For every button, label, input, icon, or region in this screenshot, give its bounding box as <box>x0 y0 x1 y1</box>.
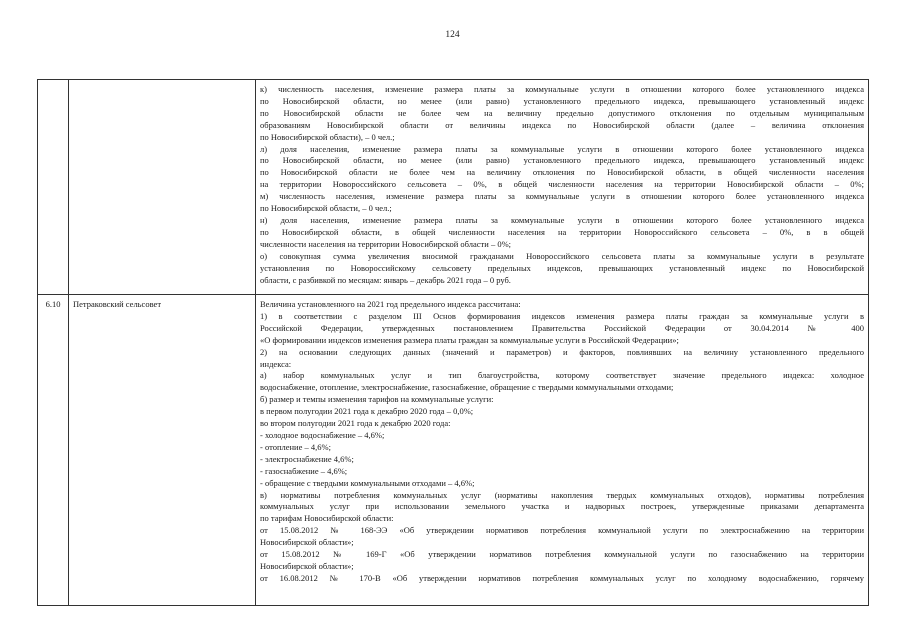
text-line: по Новосибирской области, в общей численности населения на территории Новороссийского сельсовета – 0%, в в общей <box>260 226 864 237</box>
text-line: по Новосибирской области не более чем на величину отклонения по Новосибирской области, в общей численности населения <box>260 167 864 178</box>
text-line: от 15.08.2012 № 169-Г «Об утверждении нормативов потребления коммунальной услуги по газоснабжению на территории <box>260 549 864 560</box>
text-line: - электроснабжение 4,6%; <box>260 453 354 464</box>
text-line: к) численность населения, изменение размера платы за коммунальные услуги в отношении которого более установленного индекса <box>260 84 864 94</box>
text-line: по тарифам Новосибирской области: <box>260 513 394 524</box>
text-line: 1) в соответствии с разделом III Основ формирования индексов изменения размера платы граждан за коммунальные услуги в <box>260 310 864 321</box>
text-line: по Новосибирской области, – 0 чел.; <box>260 203 392 214</box>
text-line: на территории Новороссийского сельсовета – 0%, в общей численности населения на территории Новосибирской области – 0%; <box>260 179 864 190</box>
text-line: - обращение с твердыми коммунальными отходами – 4,6%; <box>260 477 475 488</box>
text-line: во втором полугодии 2021 года к декабрю 2020 года: <box>260 418 451 429</box>
text-line: области, с разбивкой по месяцам: январь – декабрь 2021 года – 0 руб. <box>260 274 511 285</box>
indices-table <box>37 79 869 606</box>
text-line: индекса: <box>260 358 292 369</box>
text-line: численности населения на территории Новосибирской области – 0%; <box>260 238 512 249</box>
text-line: водоснабжение, отопление, электроснабжение, газоснабжение, обращение с твердыми коммунальными отходами; <box>260 382 674 393</box>
text-line: коммунальных услуг при использовании земельного участка и надворных построек, утвержденные приказами департамента <box>260 501 864 512</box>
text-line: - холодное водоснабжение – 4,6%; <box>260 429 385 440</box>
text-line: Российской Федерации, утвержденных постановлением Правительства Российской Федерации от 30.04.2014 № 400 <box>260 322 864 333</box>
page-number: 124 <box>445 30 460 40</box>
description-cell <box>256 295 869 606</box>
text-line: Новосибирской области»; <box>260 537 354 548</box>
text-line: по Новосибирской области не более чем на величину предельно допустимого отклонения по отдельным муниципальным <box>260 107 864 118</box>
description-cell <box>256 80 869 295</box>
text-line: образованиям Новосибирской области от величины индекса по Новосибирской области (далее – величина отклонения <box>260 119 864 130</box>
text-line: установления по Новороссийскому сельсовету предельных индексов, превышающих установленный индекс по Новосибирской <box>260 262 864 273</box>
municipality-name-cell <box>69 80 256 295</box>
text-line: л) доля населения, изменение размера платы за коммунальные услуги в отношении которого более установленного индекса <box>260 143 864 154</box>
text-line: н) доля населения, изменение размера платы за коммунальные услуги в отношении которого более установленного индекса <box>260 214 864 225</box>
text-line: о) совокупная сумма увеличения вносимой гражданами Новороссийского сельсовета платы за коммунальные услуги в результате <box>260 250 864 261</box>
text-line: 2) на основании следующих данных (значений и параметров) и факторов, повлиявших на величину установленного предельного <box>260 346 864 357</box>
text-line: по Новосибирской области, но менее (или равно) установленного предельного индекса, превышающего установленный индекс <box>260 95 864 106</box>
row-number-cell: 6.10 <box>38 295 69 606</box>
text-line: в) нормативы потребления коммунальных услуг (нормативы накопления твердых коммунальных отходов), нормативы потребления <box>260 489 864 500</box>
text-line: от 15.08.2012 № 168-ЭЭ «Об утверждении нормативов потребления коммунальной услуги по электроснабжению на территории <box>260 525 864 536</box>
text-line: по Новосибирской области, но менее (или равно) установленного предельного индекса, превышающего установленный индекс <box>260 155 864 166</box>
text-line: а) набор коммунальных услуг и тип благоустройства, которому соответствует значение предельного индекса: холодное <box>260 370 864 381</box>
text-line: Величина установленного на 2021 год предельного индекса рассчитана: <box>260 299 521 309</box>
text-line: «О формировании индексов изменения размера платы граждан за коммунальные услуги в Российской Федерации»; <box>260 334 679 345</box>
text-line: - отопление – 4,6%; <box>260 441 331 452</box>
row-number-cell <box>38 80 69 295</box>
text-line: - газоснабжение – 4,6%; <box>260 465 348 476</box>
text-line: от 16.08.2012 № 170-В «Об утверждении нормативов потребления коммунальных услуг по холодному водоснабжению, горячему <box>260 572 864 583</box>
text-line: Новосибирской области»; <box>260 560 354 571</box>
municipality-name-cell: Петраковский сельсовет <box>69 295 256 606</box>
text-line: м) численность населения, изменение размера платы за коммунальные услуги в отношении которого более установленного индекса <box>260 191 864 202</box>
table-row <box>38 80 869 295</box>
text-line: б) размер и темпы изменения тарифов на коммунальные услуги: <box>260 394 494 405</box>
table-row <box>38 295 869 606</box>
text-line: по Новосибирской области), – 0 чел.; <box>260 131 395 142</box>
text-line: в первом полугодии 2021 года к декабрю 2020 года – 0,0%; <box>260 406 474 417</box>
